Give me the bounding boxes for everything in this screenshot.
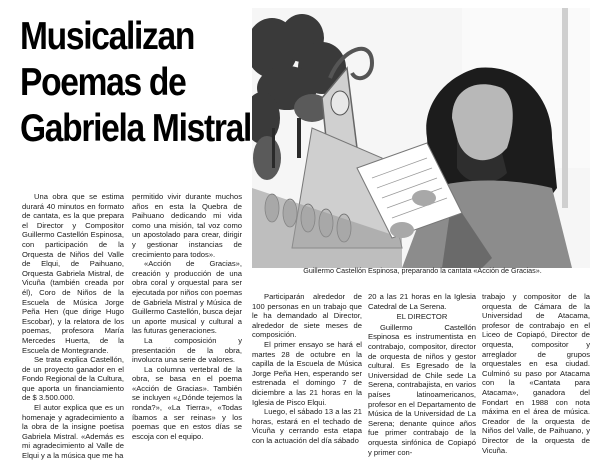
paragraph: La composición y presentación de la obra, involucra una serie de valores. [132,335,242,365]
headline-line-2: Poemas de [20,61,186,104]
article-column-1 [22,192,124,461]
paragraph: El autor explica que es un homenaje y agradecimiento a la obra de la insigne poetisa Gabriela Mistral. «Además es mi agradecimiento al Valle de Elqui y a la música que me ha [22,403,124,461]
paragraph: La columna vertebral de la obra, se basa en el poema «Acción de Gracias». También se incluyen «¿Dónde tejemos la ronda?», «La Tierra», «Todas íbamos a ser reinas» y los poemas que en estos días se escoja con el equipo. [132,364,242,441]
paragraph: Se trata explica Castellón, de un proyecto ganador en el Fondo Regional de la Cultura, que aporta un financiamiento de $ 3.500.000. [22,355,124,403]
headline [20,14,252,152]
headline-line-1: Musicalizan [20,15,195,58]
article-column-2 [132,192,242,441]
article-column-3 [252,292,362,446]
article-column-4 [368,292,476,457]
article-photo [252,8,590,268]
paragraph: «Acción de Gracias», creación y producción de una obra coral y orquestal para ser ejecutada por niños con poemas de Gabriela Mistral y Música de Guillermo Castellón, busca dejar un aporte musical y cultural a las futuras generaciones. [132,259,242,336]
photo-caption: Guillermo Castellón Espinosa, preparando la cantata «Acción de Gracias». [303,266,542,275]
paragraph: trabajo y compositor de la orquesta de Cámara de la Universidad de Atacama, profesor de contrabajo en el Liceo de Copiapó, Director de orquesta, compositor y arreglador de grupos orquestales en esa ciudad. Culminó su paso por Atacama con la «Cantata para Atacama», ganadora del Fondart en 1988 con nota máxima en el área de música. Creador de la orquesta de Niños del Valle, de Paihuano, y Director de la orquesta de Vicuña. [482,292,590,455]
article-column-5 [482,292,590,455]
paragraph: Guillermo Castellón Espinosa es instrumentista en contrabajo, compositor, director de orquesta de niños y gestor cultural. Es Egresado de la Universidad de Chile sede La Serena, contrabajista, en varios países latinoamericanos, profesor en el Departamento de Música de la Universidad de La Serena; denante quince años fue primer contrabajo de la orquesta sinfónica de Copiapó y primer con- [368,322,476,457]
paragraph: permitido vivir durante muchos años en esta la Quebra de Paihuano dedicando mi vida como una misión, tal voz como un apostolado para crear, dirigir y gestionar instancias de crecimiento para todos». [132,192,242,259]
paragraph: Luego, el sábado 13 a las 21 horas, estará en el techado de Vicuña y cerrando esta etapa con la actuación del día sábado [252,407,362,445]
paragraph: El primer ensayo se hará el martes 28 de octubre en la capilla de la Escuela de Música Jorge Peña Hen, esperando ser estrenada el domingo 7 de diciembre a las 21 horas en la Iglesia de Pisco Elqui. [252,339,362,407]
paragraph: Una obra que se estima durará 40 minutos en formato de cantata, es la que prepara el Director y Compositor Guillermo Castellón Espinosa, con participación de la Orquesta de Niños del Valle de Elqui, de Paihuano, Orquesta Gabriela Mistral, de Vicuña (también creada por él), Coro de Niños de la Escuela de Música Jorge Peña Hen (que dirige Hugo Escobar), y la relatora de los poemas, profesora María Mercedes Huerta, de la Escuela de Montegrande. [22,192,124,355]
photo-illustration [252,8,590,268]
headline-line-3: Gabriela Mistral [20,107,252,150]
paragraph: 20 a las 21 horas en la Iglesia Catedral de La Serena. [368,292,476,311]
subheading: EL DIRECTOR [396,312,448,322]
paragraph: Participarán alrededor de 100 personas en un trabajo que le ha demandado al Director, alrededor de siete meses de composición. [252,292,362,340]
